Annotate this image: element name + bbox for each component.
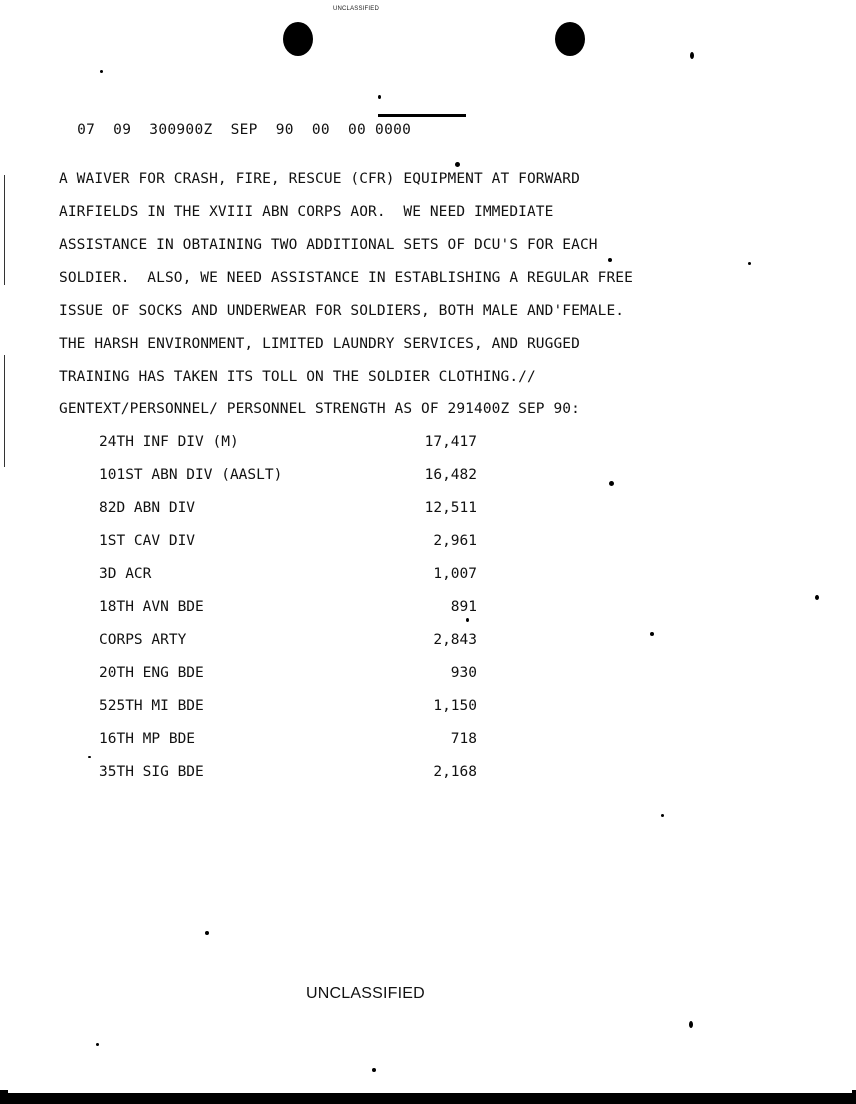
strikethrough-line xyxy=(378,114,466,117)
unit-name: 20TH ENG BDE xyxy=(99,665,204,681)
scan-speck xyxy=(689,1021,693,1028)
header-fields: 07 09 300900Z SEP 90 00 00 xyxy=(77,122,376,138)
unit-strength: 1,150 xyxy=(433,698,477,714)
unit-name: 82D ABN DIV xyxy=(99,500,196,516)
unit-strength: 2,843 xyxy=(433,632,477,648)
scan-speck xyxy=(378,95,381,99)
unit-strength: 12,511 xyxy=(424,500,477,516)
body-line: TRAINING HAS TAKEN ITS TOLL ON THE SOLDIER CLOTHING.// xyxy=(59,369,536,385)
scan-speck xyxy=(609,481,614,486)
unit-strength: 2,168 xyxy=(433,764,477,780)
scan-speck xyxy=(96,1043,99,1046)
body-line: ISSUE OF SOCKS AND UNDERWEAR FOR SOLDIERS, BOTH MALE AND'FEMALE. xyxy=(59,303,625,319)
scan-speck xyxy=(455,162,460,167)
scan-speck xyxy=(650,632,654,636)
body-line: SOLDIER. ALSO, WE NEED ASSISTANCE IN ESTABLISHING A REGULAR FREE xyxy=(59,270,633,286)
hole-punch-left xyxy=(283,22,313,56)
unit-strength: 2,961 xyxy=(433,533,477,549)
scan-border-gap xyxy=(8,1090,852,1093)
unit-name: 3D ACR xyxy=(99,566,152,582)
header-struck-text: 0000 xyxy=(375,122,412,138)
scan-speck xyxy=(815,595,819,600)
scan-speck xyxy=(205,931,209,935)
unit-strength: 1,007 xyxy=(433,566,477,582)
unit-strength: 891 xyxy=(450,599,477,615)
scan-speck xyxy=(661,814,664,817)
body-line: AIRFIELDS IN THE XVIII ABN CORPS AOR. WE NEED IMMEDIATE xyxy=(59,204,554,220)
unit-name: 16TH MP BDE xyxy=(99,731,196,747)
scan-speck xyxy=(608,258,612,262)
unit-strength: 930 xyxy=(450,665,477,681)
scan-speck xyxy=(466,618,469,622)
left-margin-line xyxy=(4,175,5,285)
body-line: THE HARSH ENVIRONMENT, LIMITED LAUNDRY SERVICES, AND RUGGED xyxy=(59,336,580,352)
body-line: GENTEXT/PERSONNEL/ PERSONNEL STRENGTH AS OF 291400Z SEP 90: xyxy=(59,401,580,417)
unit-name: 35TH SIG BDE xyxy=(99,764,204,780)
unit-name: 18TH AVN BDE xyxy=(99,599,204,615)
unit-strength: 718 xyxy=(450,731,477,747)
unit-name: 1ST CAV DIV xyxy=(99,533,196,549)
body-line: A WAIVER FOR CRASH, FIRE, RESCUE (CFR) EQUIPMENT AT FORWARD xyxy=(59,171,580,187)
scan-speck xyxy=(88,756,91,758)
scan-speck xyxy=(372,1068,376,1072)
scan-speck xyxy=(100,70,103,73)
top-classification-marking: UNCLASSIFIED xyxy=(332,6,380,12)
unit-name: CORPS ARTY xyxy=(99,632,187,648)
scan-speck xyxy=(748,262,751,265)
unit-name: 101ST ABN DIV (AASLT) xyxy=(99,467,283,483)
unit-name: 24TH INF DIV (M) xyxy=(99,434,239,450)
left-margin-line xyxy=(4,355,5,467)
unit-name: 525TH MI BDE xyxy=(99,698,204,714)
footer-classification-marking: UNCLASSIFIED xyxy=(306,985,425,1002)
unit-strength: 16,482 xyxy=(424,467,477,483)
scan-speck xyxy=(690,52,694,59)
hole-punch-right xyxy=(555,22,585,56)
message-header xyxy=(59,106,411,138)
unit-strength: 17,417 xyxy=(424,434,477,450)
body-line: ASSISTANCE IN OBTAINING TWO ADDITIONAL SETS OF DCU'S FOR EACH xyxy=(59,237,598,253)
